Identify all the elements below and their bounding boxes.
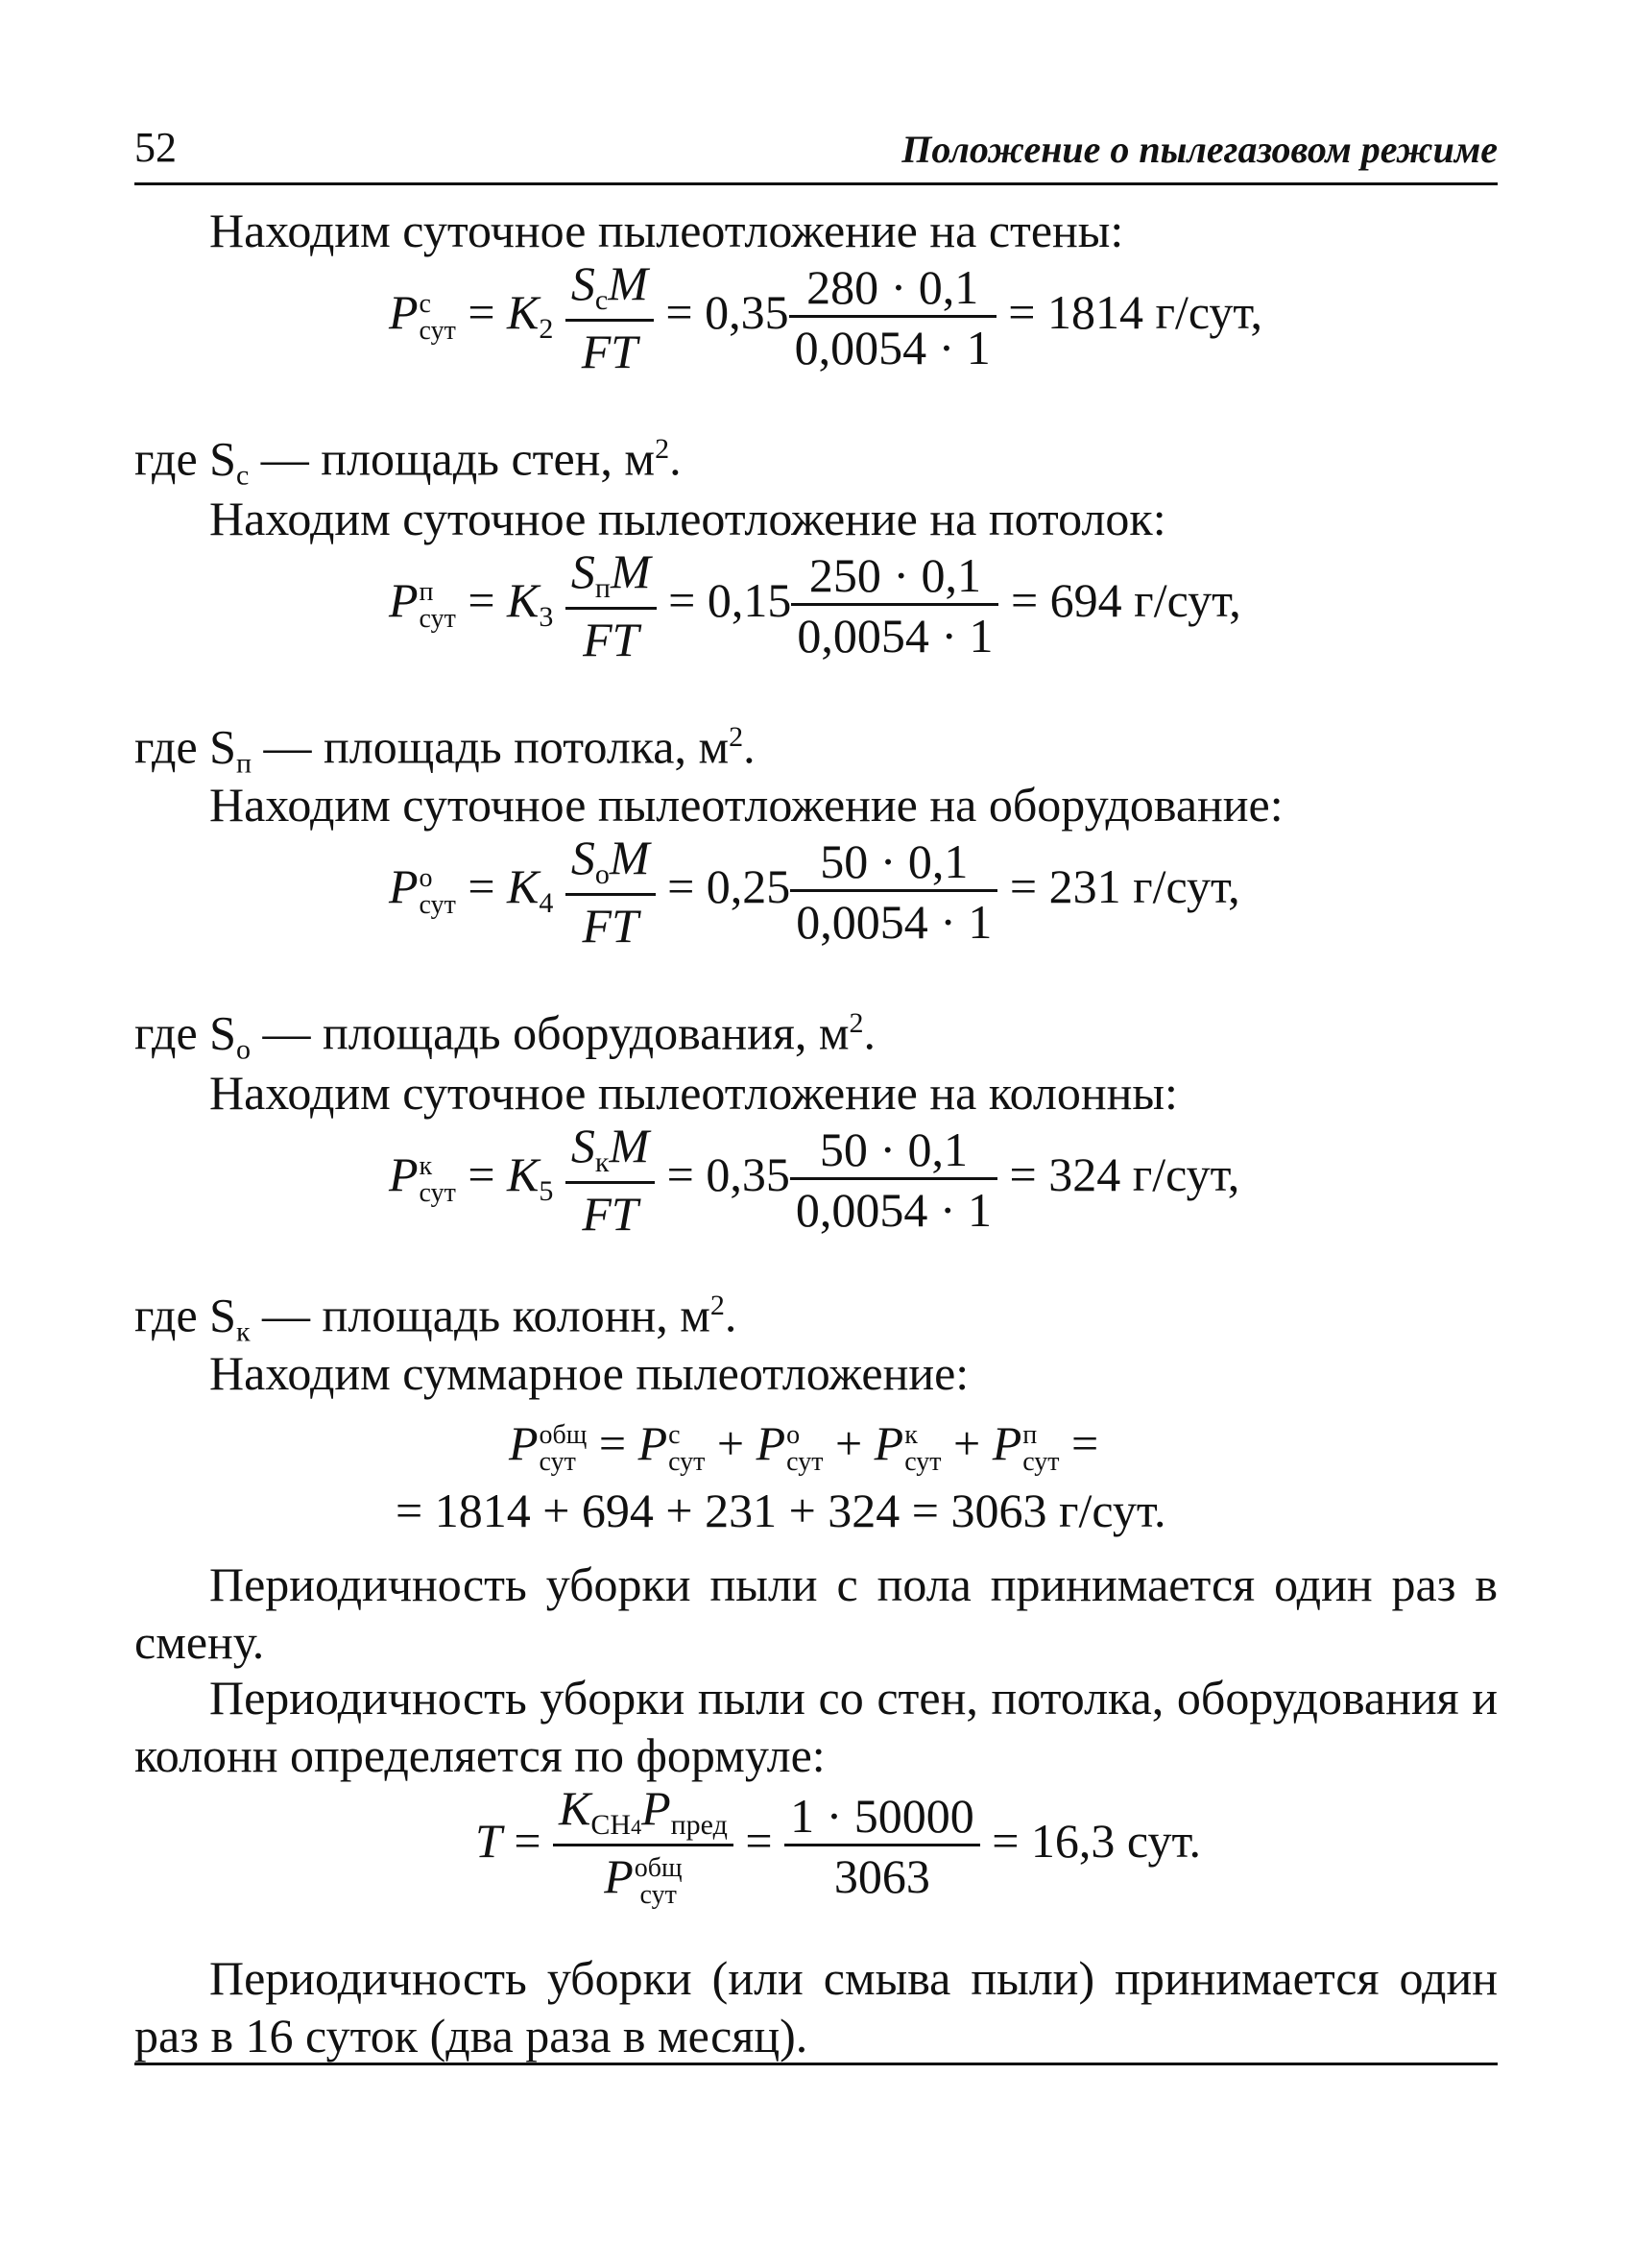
total-formula-line1: P общ сут = P с сут + P о сут + P к сут + P п сут = bbox=[509, 1416, 1099, 1477]
ceiling-intro: Находим суточное пылеотложение на потолок: bbox=[209, 492, 1166, 545]
columns-where: где $S_к$ — площадь колонн, $м^2$. bbox=[134, 1288, 737, 1348]
bottom-rule bbox=[134, 2063, 1498, 2065]
equipment-where: где $S_о$ — площадь оборудования, $м^2$. bbox=[134, 1005, 876, 1066]
walls-formula: P с сут = $K_2$ $\frac{S_сM}{FT}$ = 0,35 $\frac{280 \cdot 0,1}{0,0054 \cdot 1}$ = 1814 г/сут, bbox=[389, 256, 1262, 378]
page-number: 52 bbox=[134, 124, 177, 171]
equipment-intro: Находим суточное пылеотложение на оборудование: bbox=[209, 778, 1284, 832]
columns-formula: P к сут = $K_5$ $\frac{S_кM}{FT}$ = 0,35 $\frac{50 \cdot 0,1}{0,0054 \cdot 1}$ = 324 г/сут, bbox=[389, 1119, 1240, 1241]
equipment-formula: P о сут = $K_4$ $\frac{S_оM}{FT}$ = 0,25 $\frac{50 \cdot 0,1}{0,0054 \cdot 1}$ = 231 г/сут, bbox=[389, 831, 1240, 953]
ceiling-formula: P п сут = $K_3$ $\frac{S_пM}{FT}$ = 0,15 $\frac{250 \cdot 0,1}{0,0054 \cdot 1}$ = 694 г/сут, bbox=[389, 544, 1241, 666]
columns-intro: Находим суточное пылеотложение на колонны: bbox=[209, 1066, 1178, 1120]
total-intro: Находим суммарное пылеотложение: bbox=[209, 1346, 970, 1400]
walls-intro: Находим суточное пылеотложение на стены: bbox=[209, 204, 1124, 257]
conclusion-paragraph: Периодичность уборки (или смыва пыли) принимается один раз в 16 суток (два раза в месяц). bbox=[134, 1951, 1498, 2063]
page-header bbox=[134, 123, 1498, 185]
other-cleaning-paragraph: Периодичность уборки пыли со стен, потолка, оборудования и колонн определяется по формуле: bbox=[134, 1671, 1498, 1782]
running-title: Положение о пылегазовом режиме bbox=[901, 128, 1498, 171]
walls-where: где $S_с$ — площадь стен, $м^2$. bbox=[134, 431, 682, 492]
ceiling-where: где $S_п$ — площадь потолка, $м^2$. bbox=[134, 719, 756, 780]
floor-cleaning-paragraph: Периодичность уборки пыли с пола принимается один раз в смену. bbox=[134, 1557, 1498, 1669]
period-formula: T = $K_{CH4}P_{пред}$ P общ сут = $\frac{1 \cdot 50000}{3063}$ = 16,3 сут. bbox=[475, 1781, 1202, 1910]
total-formula-line2: = 1814 + 694 + 231 + 324 = 3063 г/сут. bbox=[396, 1484, 1166, 1537]
